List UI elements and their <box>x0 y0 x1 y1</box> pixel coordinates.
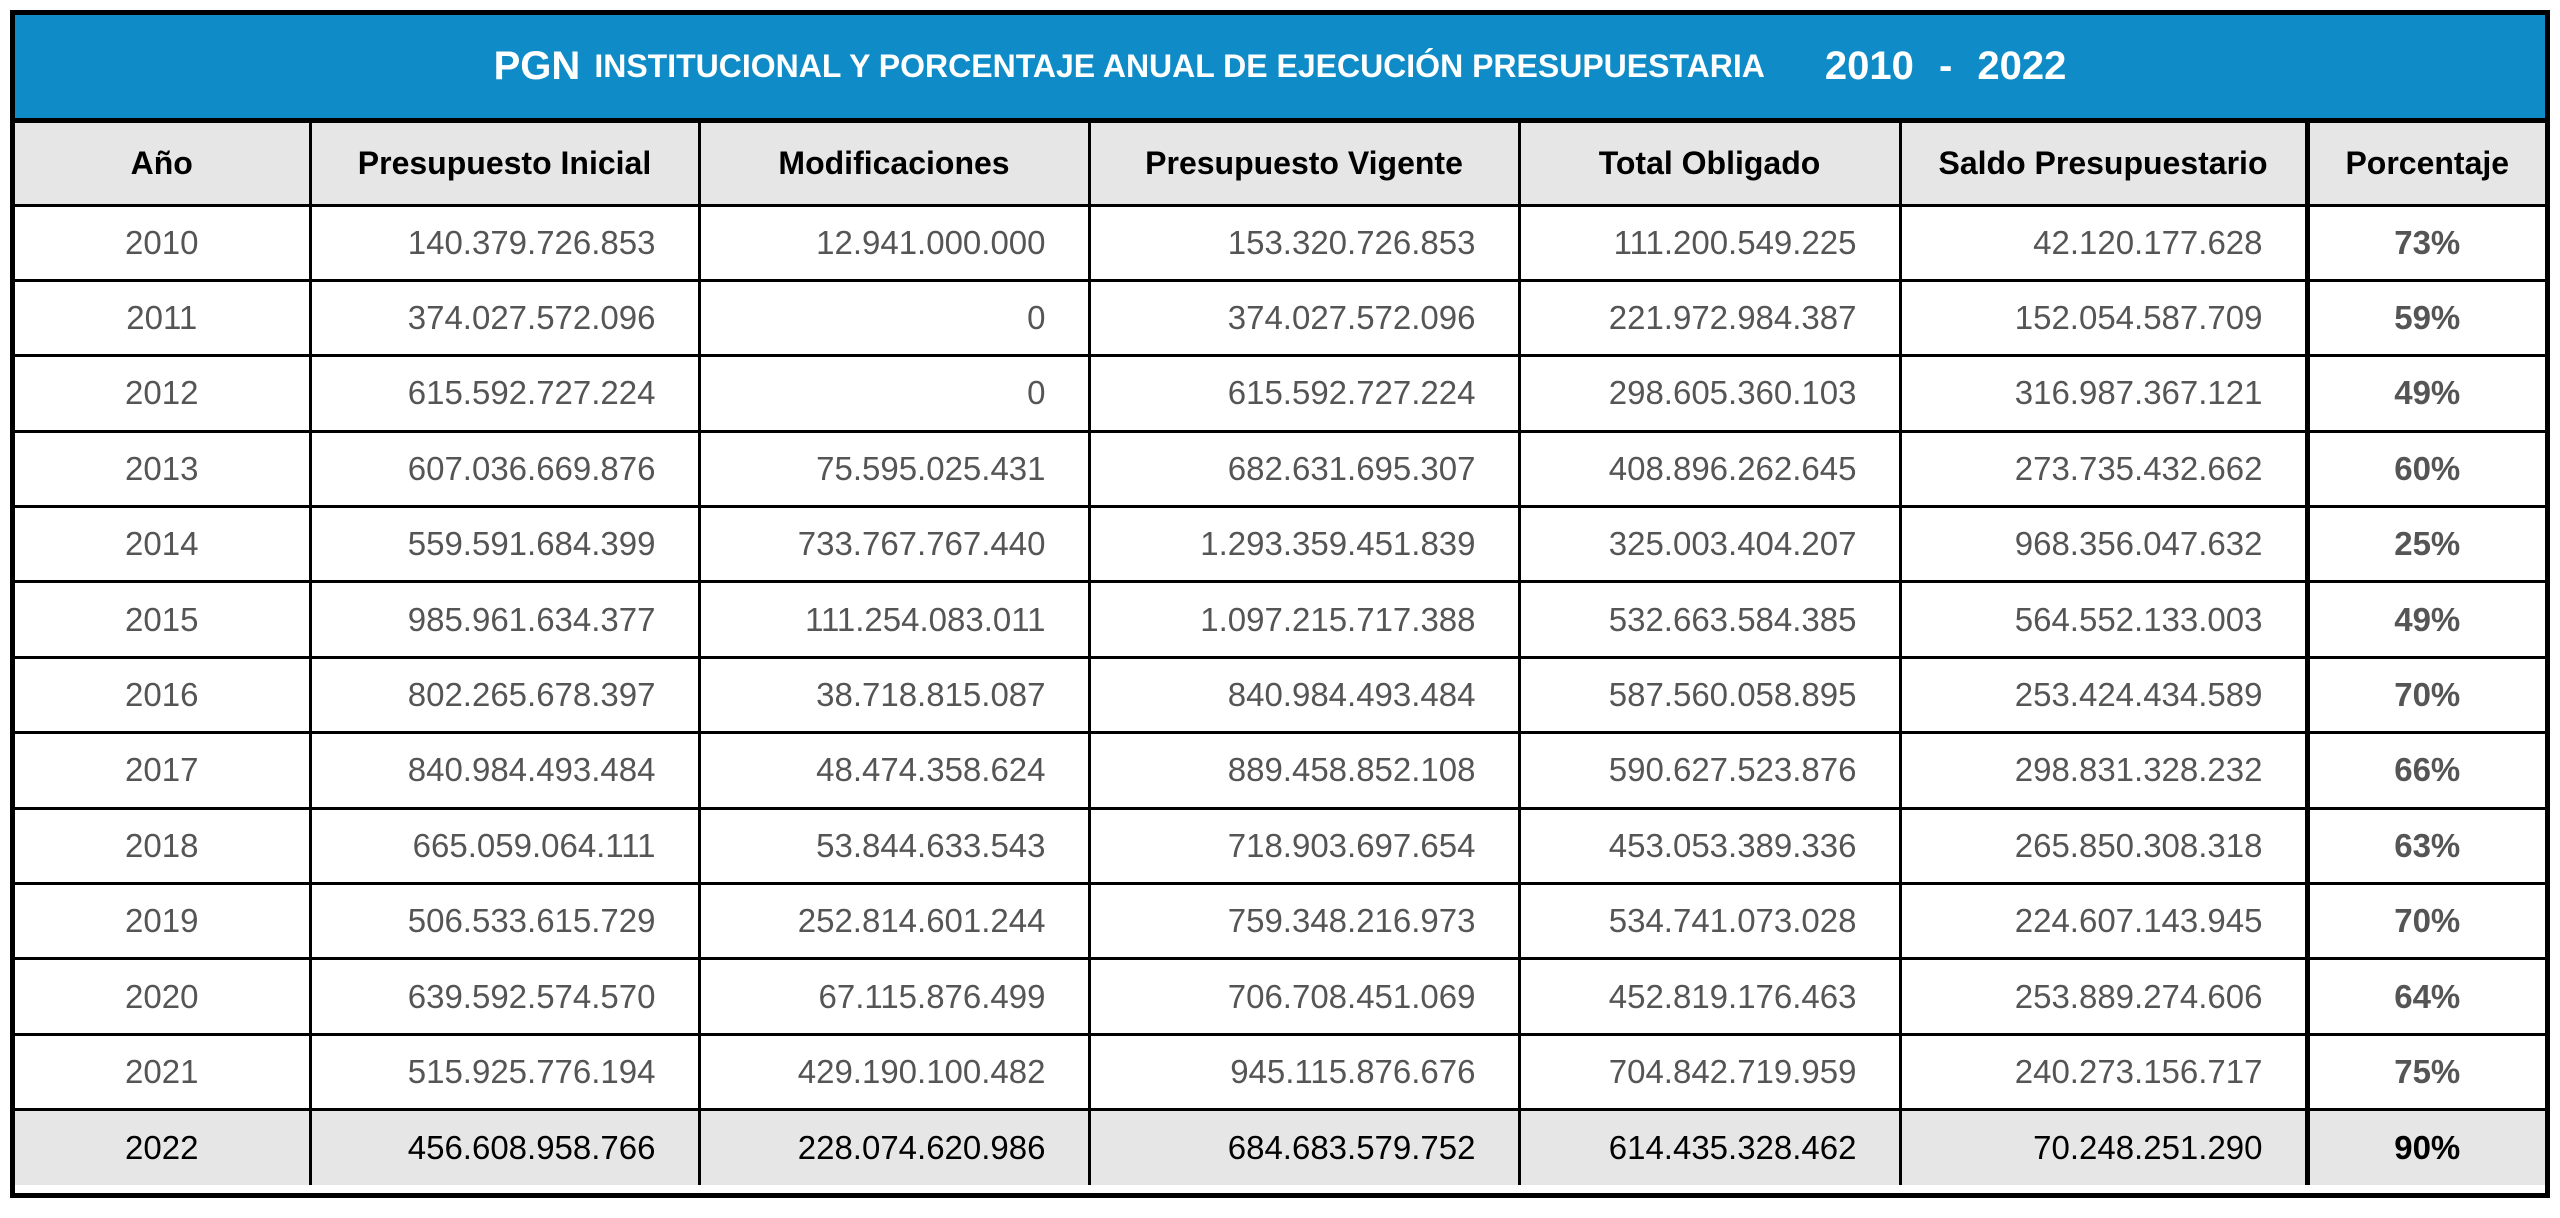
year-cell: 2017 <box>15 733 310 808</box>
percentage-cell: 64% <box>2307 959 2545 1034</box>
table-row <box>15 657 2545 732</box>
current-budget-cell: 718.903.697.654 <box>1089 808 1519 883</box>
table-row <box>15 1034 2545 1109</box>
table-row <box>15 507 2545 582</box>
budget-balance-cell: 968.356.047.632 <box>1900 507 2307 582</box>
table-row <box>15 356 2545 431</box>
budget-balance-cell: 253.424.434.589 <box>1900 657 2307 732</box>
total-obligated-cell: 221.972.984.387 <box>1519 280 1900 355</box>
percentage-cell: 63% <box>2307 808 2545 883</box>
total-obligated-cell: 534.741.073.028 <box>1519 884 1900 959</box>
column-header-current-budget: Presupuesto Vigente <box>1089 123 1519 205</box>
initial-budget-cell: 802.265.678.397 <box>310 657 699 732</box>
percentage-cell: 73% <box>2307 205 2545 280</box>
percentage-cell: 49% <box>2307 356 2545 431</box>
percentage-cell: 59% <box>2307 280 2545 355</box>
total-obligated-cell: 408.896.262.645 <box>1519 431 1900 506</box>
current-budget-cell: 945.115.876.676 <box>1089 1034 1519 1109</box>
header-row <box>15 123 2545 205</box>
year-cell: 2016 <box>15 657 310 732</box>
initial-budget-cell: 607.036.669.876 <box>310 431 699 506</box>
year-cell: 2014 <box>15 507 310 582</box>
total-obligated-cell: 453.053.389.336 <box>1519 808 1900 883</box>
current-budget-cell: 759.348.216.973 <box>1089 884 1519 959</box>
current-budget-cell: 684.683.579.752 <box>1089 1110 1519 1185</box>
modifications-cell: 228.074.620.986 <box>699 1110 1089 1185</box>
year-cell: 2020 <box>15 959 310 1034</box>
initial-budget-cell: 374.027.572.096 <box>310 280 699 355</box>
budget-balance-cell: 152.054.587.709 <box>1900 280 2307 355</box>
current-budget-cell: 1.097.215.717.388 <box>1089 582 1519 657</box>
initial-budget-cell: 840.984.493.484 <box>310 733 699 808</box>
total-obligated-cell: 325.003.404.207 <box>1519 507 1900 582</box>
budget-balance-cell: 298.831.328.232 <box>1900 733 2307 808</box>
budget-balance-cell: 253.889.274.606 <box>1900 959 2307 1034</box>
budget-table <box>15 123 2545 1185</box>
column-header-initial-budget: Presupuesto Inicial <box>310 123 699 205</box>
initial-budget-cell: 506.533.615.729 <box>310 884 699 959</box>
initial-budget-cell: 615.592.727.224 <box>310 356 699 431</box>
budget-balance-cell: 224.607.143.945 <box>1900 884 2307 959</box>
percentage-cell: 75% <box>2307 1034 2545 1109</box>
budget-balance-cell: 316.987.367.121 <box>1900 356 2307 431</box>
year-cell: 2011 <box>15 280 310 355</box>
table-row <box>15 884 2545 959</box>
budget-balance-cell: 265.850.308.318 <box>1900 808 2307 883</box>
current-budget-cell: 615.592.727.224 <box>1089 356 1519 431</box>
table-row <box>15 959 2545 1034</box>
column-header-percentage: Porcentaje <box>2307 123 2545 205</box>
initial-budget-cell: 985.961.634.377 <box>310 582 699 657</box>
initial-budget-cell: 559.591.684.399 <box>310 507 699 582</box>
initial-budget-cell: 639.592.574.570 <box>310 959 699 1034</box>
column-header-budget-balance: Saldo Presupuestario <box>1900 123 2307 205</box>
total-obligated-cell: 590.627.523.876 <box>1519 733 1900 808</box>
percentage-cell: 70% <box>2307 884 2545 959</box>
total-obligated-cell: 111.200.549.225 <box>1519 205 1900 280</box>
year-cell: 2018 <box>15 808 310 883</box>
initial-budget-cell: 456.608.958.766 <box>310 1110 699 1185</box>
table-row <box>15 808 2545 883</box>
modifications-cell: 0 <box>699 280 1089 355</box>
current-budget-cell: 1.293.359.451.839 <box>1089 507 1519 582</box>
modifications-cell: 67.115.876.499 <box>699 959 1089 1034</box>
initial-budget-cell: 515.925.776.194 <box>310 1034 699 1109</box>
column-header-year: Año <box>15 123 310 205</box>
total-obligated-cell: 587.560.058.895 <box>1519 657 1900 732</box>
table-row <box>15 431 2545 506</box>
year-cell: 2015 <box>15 582 310 657</box>
modifications-cell: 48.474.358.624 <box>699 733 1089 808</box>
table-row <box>15 280 2545 355</box>
modifications-cell: 75.595.025.431 <box>699 431 1089 506</box>
year-cell: 2010 <box>15 205 310 280</box>
percentage-cell: 25% <box>2307 507 2545 582</box>
modifications-cell: 111.254.083.011 <box>699 582 1089 657</box>
table-body <box>15 205 2545 1185</box>
current-budget-cell: 889.458.852.108 <box>1089 733 1519 808</box>
total-obligated-cell: 452.819.176.463 <box>1519 959 1900 1034</box>
modifications-cell: 38.718.815.087 <box>699 657 1089 732</box>
budget-balance-cell: 70.248.251.290 <box>1900 1110 2307 1185</box>
percentage-cell: 90% <box>2307 1110 2545 1185</box>
percentage-cell: 60% <box>2307 431 2545 506</box>
total-obligated-cell: 532.663.584.385 <box>1519 582 1900 657</box>
table-row <box>15 1110 2545 1185</box>
year-cell: 2012 <box>15 356 310 431</box>
percentage-cell: 49% <box>2307 582 2545 657</box>
year-cell: 2021 <box>15 1034 310 1109</box>
year-cell: 2019 <box>15 884 310 959</box>
percentage-cell: 70% <box>2307 657 2545 732</box>
budget-balance-cell: 564.552.133.003 <box>1900 582 2307 657</box>
total-obligated-cell: 704.842.719.959 <box>1519 1034 1900 1109</box>
initial-budget-cell: 140.379.726.853 <box>310 205 699 280</box>
modifications-cell: 429.190.100.482 <box>699 1034 1089 1109</box>
current-budget-cell: 682.631.695.307 <box>1089 431 1519 506</box>
total-obligated-cell: 614.435.328.462 <box>1519 1110 1900 1185</box>
modifications-cell: 0 <box>699 356 1089 431</box>
table-row <box>15 582 2545 657</box>
column-header-total-obligated: Total Obligado <box>1519 123 1900 205</box>
current-budget-cell: 153.320.726.853 <box>1089 205 1519 280</box>
column-header-modifications: Modificaciones <box>699 123 1089 205</box>
current-budget-cell: 840.984.493.484 <box>1089 657 1519 732</box>
current-budget-cell: 374.027.572.096 <box>1089 280 1519 355</box>
modifications-cell: 733.767.767.440 <box>699 507 1089 582</box>
initial-budget-cell: 665.059.064.111 <box>310 808 699 883</box>
percentage-cell: 66% <box>2307 733 2545 808</box>
budget-balance-cell: 273.735.432.662 <box>1900 431 2307 506</box>
modifications-cell: 12.941.000.000 <box>699 205 1089 280</box>
modifications-cell: 53.844.633.543 <box>699 808 1089 883</box>
total-obligated-cell: 298.605.360.103 <box>1519 356 1900 431</box>
budget-balance-cell: 42.120.177.628 <box>1900 205 2307 280</box>
budget-table-frame <box>10 10 2550 1198</box>
year-cell: 2022 <box>15 1110 310 1185</box>
table-row <box>15 205 2545 280</box>
budget-balance-cell: 240.273.156.717 <box>1900 1034 2307 1109</box>
year-cell: 2013 <box>15 431 310 506</box>
modifications-cell: 252.814.601.244 <box>699 884 1089 959</box>
title-banner <box>15 15 2545 123</box>
title-text: INSTITUCIONAL Y PORCENTAJE ANUAL DE EJECUCIÓN PRESUPUESTARIA <box>594 48 1765 84</box>
table-row <box>15 733 2545 808</box>
title-years: 2010 - 2022 <box>1824 44 2067 88</box>
current-budget-cell: 706.708.451.069 <box>1089 959 1519 1034</box>
title-acronym: PGN <box>493 44 581 88</box>
